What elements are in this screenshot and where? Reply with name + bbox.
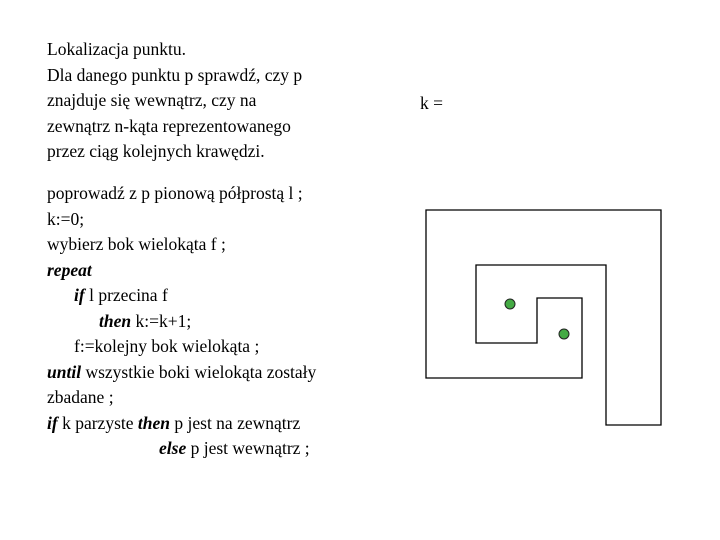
intro-line: Lokalizacja punktu.	[47, 39, 186, 59]
intro-line: znajduje się wewnątrz, czy na	[47, 90, 257, 110]
until-condition: wszystkie boki wielokąta zostały	[81, 361, 317, 382]
if-condition: k parzyste	[57, 412, 138, 433]
if-condition: l przecina f	[84, 285, 168, 305]
then-statement: k:=k+1;	[131, 310, 192, 331]
algo-line: zbadane ;	[47, 387, 114, 407]
until-keyword: until	[47, 361, 82, 382]
if-keyword: if	[47, 412, 58, 433]
then-statement: p jest na zewnątrz	[170, 412, 301, 433]
then-keyword: then	[137, 412, 170, 433]
point-inside	[505, 299, 515, 309]
algo-line: poprowadź z p pionową półprostą l ;	[47, 183, 303, 203]
k-counter-label: k =	[420, 93, 443, 113]
intro-line: przez ciąg kolejnych krawędzi.	[47, 141, 265, 161]
else-statement: p jest wewnątrz ;	[186, 438, 310, 458]
intro-line: zewnątrz n-kąta reprezentowanego	[47, 115, 291, 136]
repeat-keyword: repeat	[47, 259, 92, 280]
then-keyword: then	[99, 310, 132, 331]
spiral-polygon	[426, 210, 661, 425]
point-outside	[559, 329, 569, 339]
algo-line: f:=kolejny bok wielokąta ;	[74, 336, 260, 356]
if-keyword: if	[74, 285, 85, 305]
else-keyword: else	[159, 438, 187, 458]
intro-line: Dla danego punktu p sprawdź, czy p	[47, 64, 303, 85]
algo-line: wybierz bok wielokąta f ;	[47, 234, 226, 254]
algo-line: k:=0;	[47, 208, 85, 229]
